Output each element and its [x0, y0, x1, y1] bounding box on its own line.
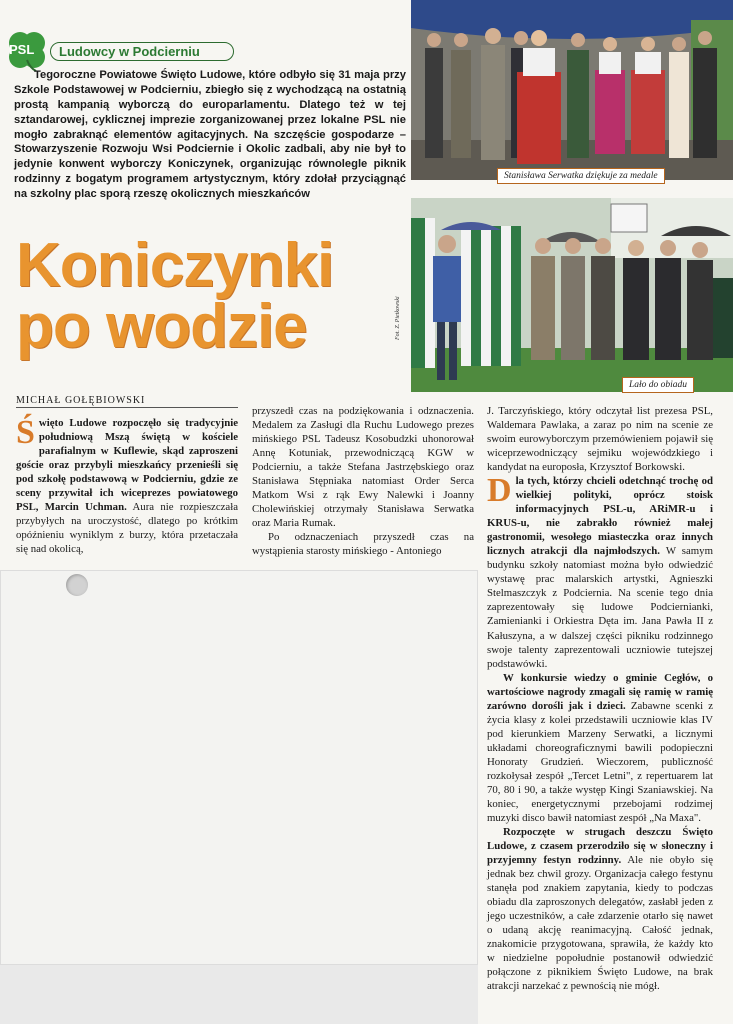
article-column-2	[252, 404, 474, 558]
article-column-3	[487, 404, 713, 993]
byline: MICHAŁ GOŁĘBIOWSKI	[16, 395, 146, 406]
blank-backing-sheet	[0, 570, 478, 965]
photo-rain-umbrellas	[411, 198, 733, 392]
col2-paragraph-1: przyszedł czas na podziękowania i odznaczenia. Medalem za Zasługi dla Ruchu Ludowego prezes mińskiego PSL Tadeusz Kosobudzki uhonorował Annę Kotuniak, przewodniczącą KGW w Podcierniu, a także Stefana Jastrzębskiego oraz Stanisława Stępniaka natomiast Order Serca Matkom Wsi z rąk Ewy Nalewki i Joanny Cholewińskiej otrzymały Stanisława Serwatka oraz Maria Rumak.	[252, 405, 474, 530]
section-header	[6, 30, 234, 72]
headline-line-1: Koniczynki	[16, 231, 334, 300]
col3-bold-text-3: W konkursie wiedzy o gminie Cegłów, o wartościowe nagrody zmagali się ramię w ramię zarówno dorośli jak i dzieci.	[487, 671, 713, 712]
clover-logo-icon	[6, 30, 48, 72]
photo-stage-ceremony	[411, 0, 733, 180]
col1-bold-text: więto Ludowe rozpoczęło się tradycyjnie południową Mszą świętą w kościele parafialnym w Kuflewie, skąd zaproszeni goście oraz przybyli mieszkańcy przenieśli się pod szkołę podstawową w Podcierniu, gdzie ze sceny przywitał ich wiceprezes powiatowego PSL, Marcin Uchman.	[16, 417, 238, 514]
punch-hole	[66, 574, 88, 596]
section-title: Ludowcy w Podcierniu	[50, 42, 234, 61]
col3-text-2: W samym budynku szkoły natomiast można było odwiedzić wystawę prac malarskich artystki, Agnieszki Stelmaszczyk z Podcierniа. Na scenie tego dnia zaprezentowały się ludowe Podcierniankі, Zamienianki i Orkiestra Dęta im. Jana Pawła II z Kałuszyna, a w dalszej części pikniku rodzinnego swoje talenty zaprezentowali uczniowie tutejszej podstawówki.	[487, 545, 713, 670]
col1-text: Aura nie rozpieszczała przybyłych na uroczystość, dlatego po krótkim opóźnieniu wyniklym z burzy, która przetaczała się nad okolicą,	[16, 501, 239, 556]
lead-paragraph: Tegoroczne Powiatowe Święto Ludowe, które odbyło się 31 maja przy Szkole Podstawowej w Podcierniu, zbiegło się z wychodzącą na ostatnią prostą kampanią wyborczą do europarlamentu. Dlatego też w tej sztandarowej, cyklicznej imprezie zorganizowanej przez lokalne PSL nie mogło zabraknąć elementów agitacyjnych. Na szczęście gospodarze – Stowarzyszenie Rozwoju Wsi Podcierniе i Okolic zadbali, aby nie był to jedynie konwent wyborczy Koniczynek, organizując równolegle piknik rodzinny z bogatym programem artystycznym, który zdołał przyciągnąć na szkolny plac sporą rzeszę okolicznych mieszkańców	[14, 69, 406, 201]
logo-text: PSL	[9, 42, 35, 57]
col3-bold-text-4: Rozpoczęte w strugach deszczu Święto Ludowe, z czasem przerodziło się w słoneczny i przyjemny festyn rodzinny.	[487, 825, 713, 866]
byline-rule	[16, 407, 238, 408]
col3-bold-text-2: la tych, którzy chcieli odetchnąć trochę od wielkiej polityki, oprócz stoisk informacyjnych PSL-u, ARiMR-u i KRUS-u, nie zabrakło również małej gastronomii, wesołego miasteczka oraz innych licznych atrakcji dla najmłodszych.	[487, 475, 713, 558]
col3-text-3: Zabawne scenki z życia klasy z kolei przedstawili uczniowie klas IV pod kierunkiem Marzeny Serwatki, a licznymi układami choreograficznymi bawili podopieczni Honoraty Grudzień. Wieczorem, publiczność rozkołysał zespół „Tercet Letni", z repertuarem lat 70, 80 i 90, a także występ Kingi Szaniawskiej. Na koniec, energetycznymi przebojami rodzimej muzyki disco bawił natomiast zespół „Na Maxa".	[487, 699, 714, 824]
col3-text-4: Ale nie obyło się jednak bez chwil grozy. Organizacja całego festynu stanęła pod znakiem zapytania, kiedy to podczas obiadu dla zaproszonych delegatów, zasłabł jeden z jego uczestników, a całe zdarzenie otarło się nawet o udaną akcję reanimacyjną. Całość jednak, znakomicie przygotowana, sprawiła, że każdy kto w niedzielne popołudnie postanowił odwiedzić połączone z piknikiem Święto Ludowe, na brak atrakcji narzekać z pewnością nie mógł.	[487, 854, 714, 993]
dropcap-s: Ś	[16, 414, 35, 451]
caption-top-photo: Stanisława Serwatka dziękuje za medale	[497, 168, 665, 184]
col2-paragraph-2: Po odznaczeniach przyszedł czas na wystąpienia starosty mińskiego - Antoniego	[252, 531, 474, 558]
headline	[16, 231, 396, 361]
col3-paragraph-1: J. Tarczyńskiego, który odczytał list prezesa PSL, Waldemara Pawlaka, a zaraz po nim na scenie ze swoim eurowyborczym przemówieniem pojawił się wiceprzewodniczący sejmiku wojewódzkiego i kandydat na europosła, Krzysztof Borkowski.	[487, 405, 713, 474]
dropcap-d: D	[487, 472, 512, 510]
caption-bottom-photo: Lało do obiadu	[622, 377, 694, 393]
headline-line-2: po wodzie	[16, 291, 307, 361]
article-column-1	[16, 416, 238, 556]
photo-credit: Fot. Z. Pietkowski	[395, 296, 401, 340]
